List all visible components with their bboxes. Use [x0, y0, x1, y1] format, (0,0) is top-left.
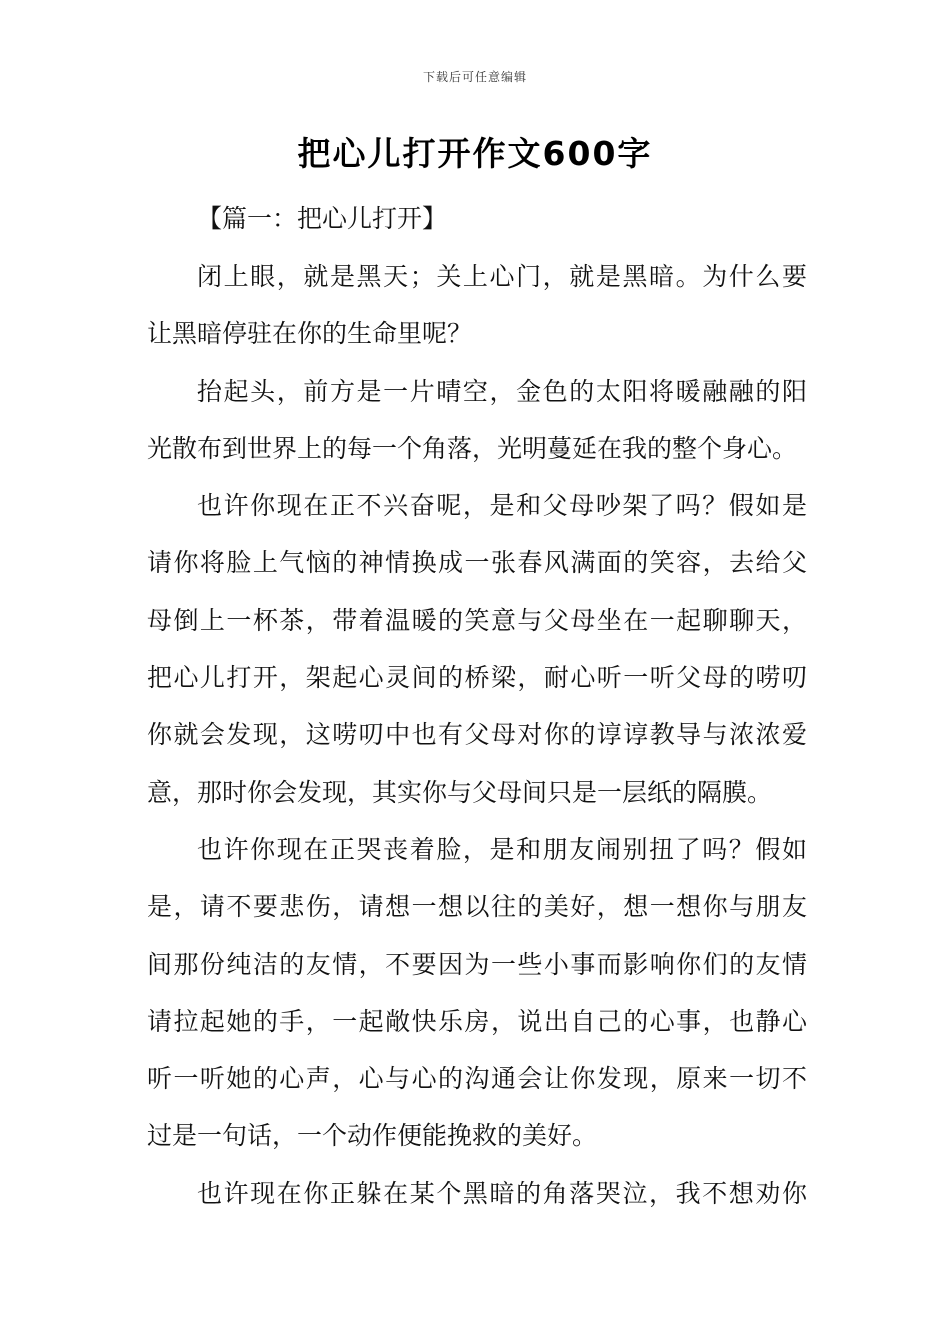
- paragraph-line: 闭上眼，就是黑天；关上心门，就是黑暗。为什么要: [197, 262, 807, 291]
- paragraph-line: 也许现在你正躲在某个黑暗的角落哭泣，我不想劝你: [197, 1178, 807, 1208]
- paragraph-line: 是，请不要悲伤，请想一想以往的美好，想一想你与朋友: [147, 892, 807, 922]
- paragraph-line: 间那份纯洁的友情，不要因为一些小事而影响你们的友情: [147, 949, 807, 979]
- paragraph-line: 抬起头，前方是一片晴空，金色的太阳将暖融融的阳: [197, 376, 807, 406]
- paragraph-line: 听一听她的心声，心与心的沟通会让你发现，原来一切不: [147, 1064, 807, 1094]
- paragraph-line: 你就会发现，这唠叨中也有父母对你的谆谆教导与浓浓爱: [147, 720, 807, 750]
- header-note: 下载后可任意编辑: [422, 70, 527, 84]
- section-heading: 【篇一：把心儿打开】: [197, 204, 448, 233]
- paragraph: [147, 363, 807, 478]
- paragraph: [147, 248, 807, 363]
- paragraph-line: 也许你现在正哭丧着脸，是和朋友闹别扭了吗？假如: [197, 834, 807, 864]
- paragraph-line: 请你将脸上气恼的神情换成一张春风满面的笑容，去给父: [147, 548, 807, 578]
- page-title: 把心儿打开作文600字: [297, 134, 653, 173]
- paragraph-line: 过是一句话，一个动作便能挽救的美好。: [147, 1121, 598, 1151]
- paragraph: [147, 821, 807, 1165]
- paragraph-line: 让黑暗停驻在你的生命里呢？: [147, 319, 473, 349]
- paragraph-line: 光散布到世界上的每一个角落，光明蔓延在我的整个身心。: [147, 433, 798, 463]
- paragraph-line: 请拉起她的手，一起敞快乐房，说出自己的心事，也静心: [147, 1006, 807, 1036]
- paragraph-line: 意，那时你会发现，其实你与父母间只是一层纸的隔膜。: [147, 777, 773, 807]
- paragraph-line: 也许你现在正不兴奋呢，是和父母吵架了吗？假如是: [197, 491, 807, 521]
- paragraph: [147, 477, 807, 821]
- document-body: [147, 190, 807, 1222]
- paragraph-line: 把心儿打开，架起心灵间的桥梁，耐心听一听父母的唠叨: [147, 663, 807, 693]
- paragraph-line: 母倒上一杯茶，带着温暖的笑意与父母坐在一起聊聊天，: [147, 605, 807, 635]
- paragraph: [147, 1165, 807, 1222]
